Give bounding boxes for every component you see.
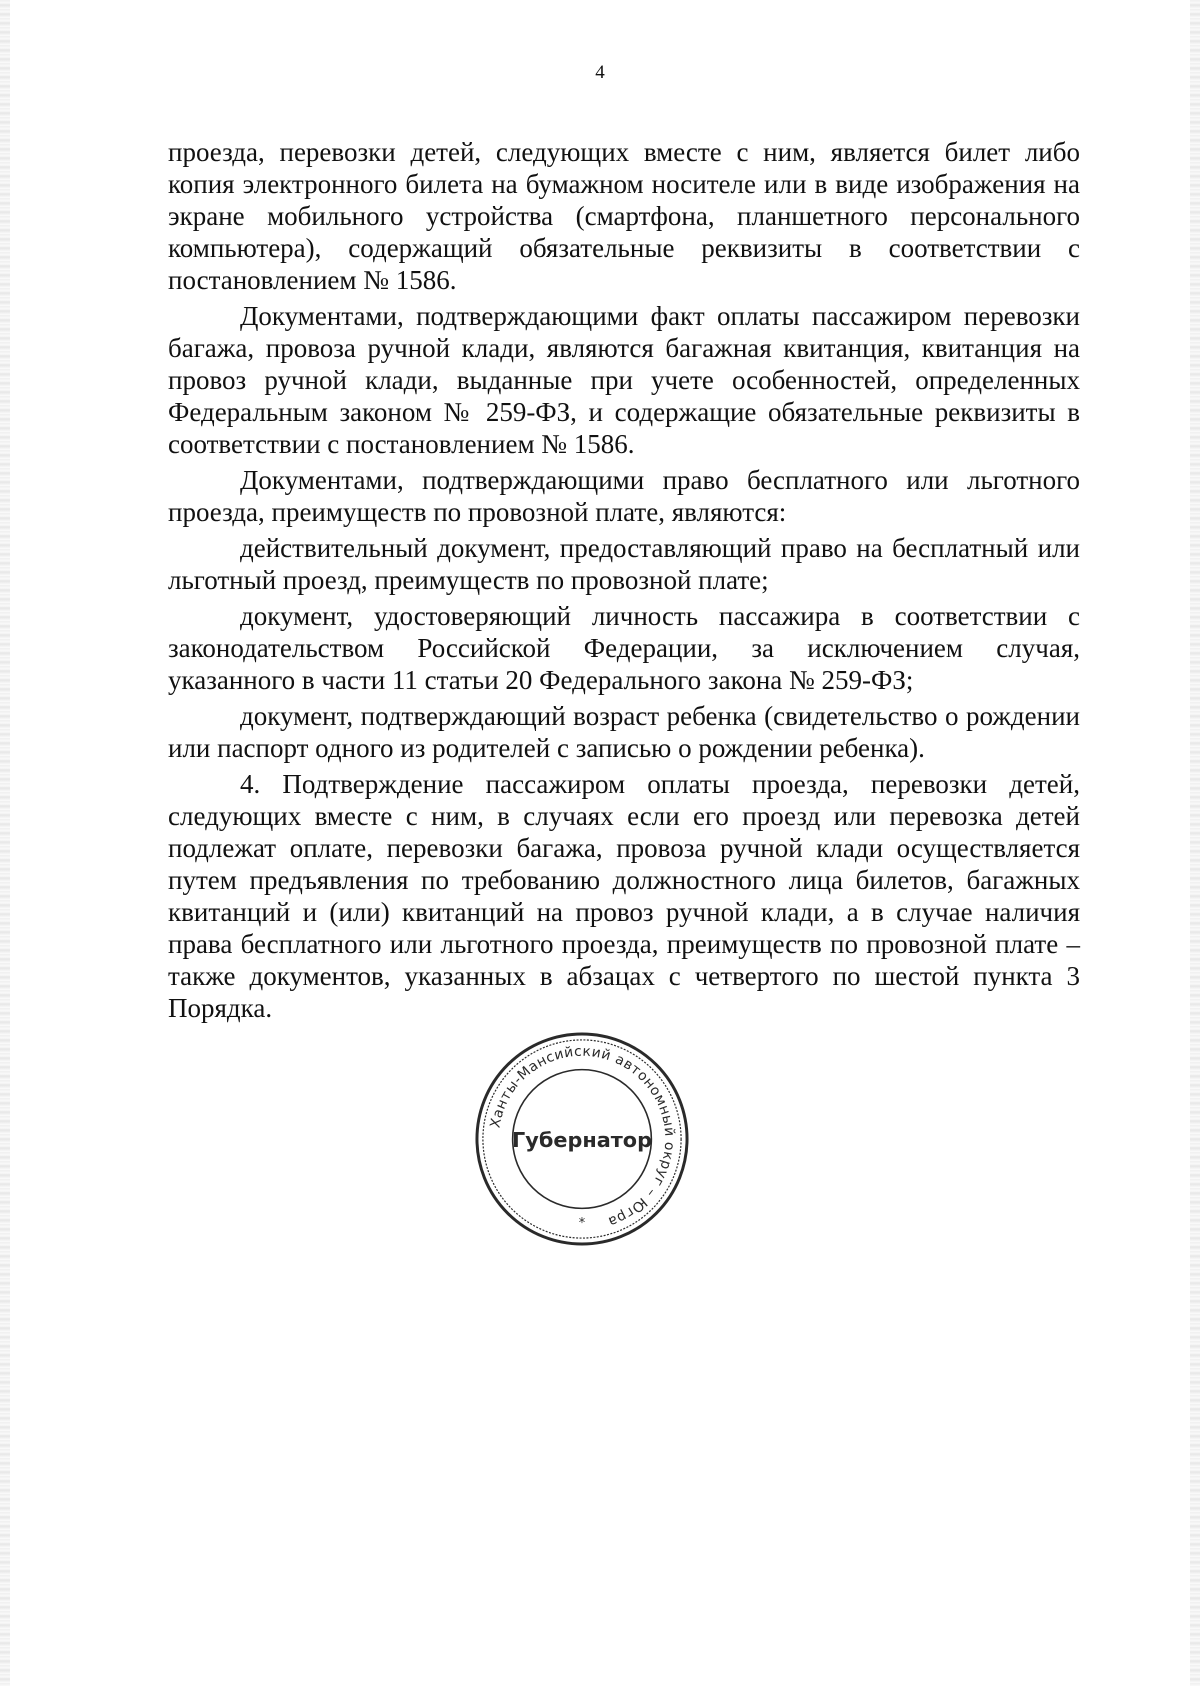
seal-star: *: [578, 1216, 586, 1232]
paragraph-1: проезда, перевозки детей, следующих вместе с ним, является билет либо копия электронного билета на бумажном носителе или в виде изображения на экране мобильного устройства (смартфона, планшетного персонального компьютера), содержащий обязательные реквизиты в соответствии с постановлением № 1586.: [168, 137, 1080, 295]
document-body: [168, 136, 1080, 1028]
paragraph-6: документ, подтверждающий возраст ребенка (свидетельство о рождении или паспорт одного из родителей с записью о рождении ребенка).: [168, 701, 1080, 763]
paragraph-2: Документами, подтверждающими факт оплаты пассажиром перевозки багажа, провоза ручной клади, являются багажная квитанция, квитанция на провоз ручной клади, выданные при учете особенностей, определенных Федеральным законом № 259-ФЗ, и содержащие обязательные реквизиты в соответствии с постановлением № 1586.: [168, 301, 1080, 459]
scan-edge-left: [0, 0, 10, 1686]
scan-edge-right: [1190, 0, 1200, 1686]
seal-center-text: Губернатор: [512, 1127, 652, 1152]
paragraph-3: Документами, подтверждающими право бесплатного или льготного проезда, преимуществ по провозной плате, являются:: [168, 465, 1080, 527]
seal-ring-text: Ханты-Мансийский автономный округ – Югра: [487, 1043, 678, 1230]
paragraph-5: документ, удостоверяющий личность пассажира в соответствии с законодательством Российской Федерации, за исключением случая, указанного в части 11 статьи 20 Федерального закона № 259-ФЗ;: [168, 601, 1080, 695]
paragraph-7: 4. Подтверждение пассажиром оплаты проезда, перевозки детей, следующих вместе с ним, в случаях если его проезд или перевозка детей подлежат оплате, перевозки багажа, провоза ручной клади осуществляется путем предъявления по требованию должностного лица билетов, багажных квитанций и (или) квитанций на провоз ручной клади, а в случае наличия права бесплатного или льготного проезда, преимуществ по провозной плате – также документов, указанных в абзацах с четвертого по шестой пункта 3 Порядка.: [168, 769, 1080, 1023]
page-number: 4: [595, 62, 605, 83]
paragraph-4: действительный документ, предоставляющий право на бесплатный или льготный проезд, преимуществ по провозной плате;: [168, 533, 1080, 595]
governor-seal: [473, 1030, 691, 1248]
